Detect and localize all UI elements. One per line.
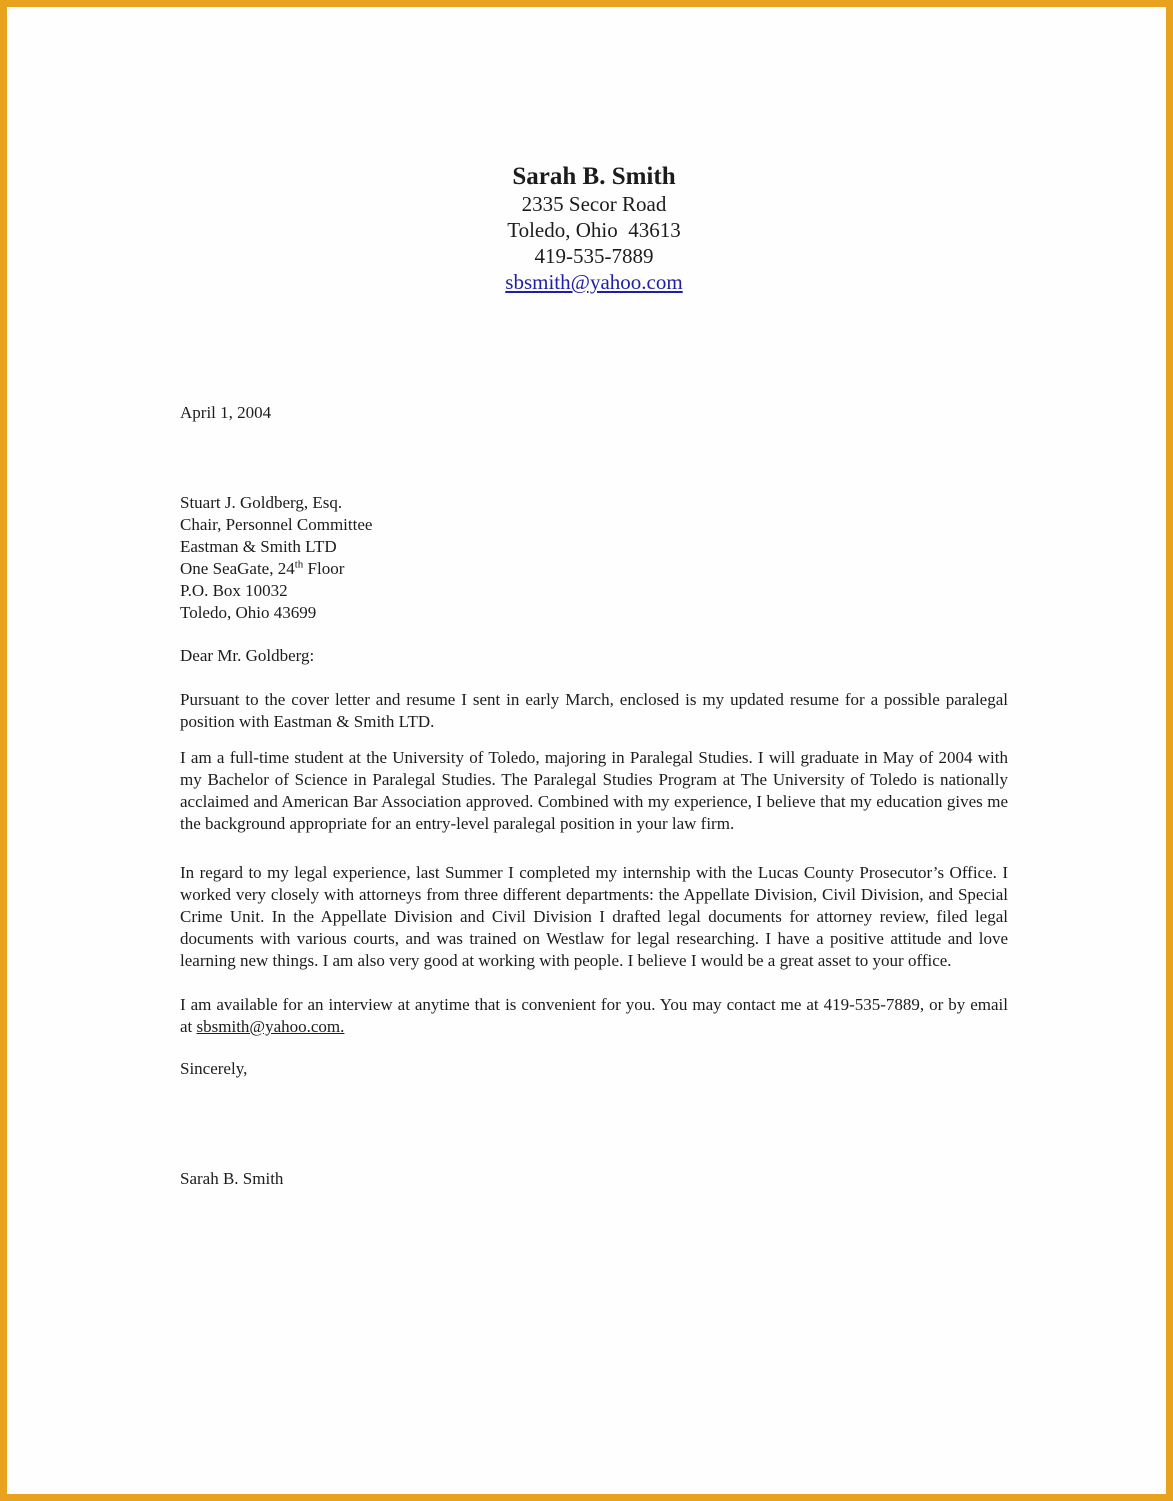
sender-email-link[interactable]: sbsmith@yahoo.com <box>505 270 683 294</box>
ordinal-superscript: th <box>294 558 304 571</box>
recipient-company: Eastman & Smith LTD <box>180 537 337 556</box>
recipient-city: Toledo, Ohio 43699 <box>180 603 317 622</box>
recipient-block <box>180 492 1008 624</box>
paragraph-2: I am a full-time student at the University of Toledo, majoring in Paralegal Studies. I will graduate in May of 2004 with my Bachelor of Science in Paralegal Studies. The Paralegal Studies Program at The University of Toledo is nationally acclaimed and American Bar Association approved. Combined with my experience, I believe that my education gives me the background appropriate for an entry-level paralegal position in your law firm. <box>180 748 1008 833</box>
sender-header <box>180 163 1008 295</box>
letter-content <box>180 7 1008 1190</box>
paragraph-3: In regard to my legal experience, last Summer I completed my internship with the Lucas County Prosecutor’s Office. I worked very closely with attorneys from three different departments: the Appellate Division, Civil Division, and Special Crime Unit. In the Appellate Division and Civil Division I drafted legal documents for attorney review, filed legal documents with various courts, and was trained on Westlaw for legal researching. I have a positive attitude and love learning new things. I am also very good at working with people. I believe I would be a great asset to your office. <box>180 863 1008 970</box>
paragraph-4 <box>180 994 1008 1038</box>
sender-email-row <box>180 269 1008 295</box>
recipient-address-floor: One SeaGate, 24th Floor <box>180 558 345 578</box>
date-line: April 1, 2004 <box>180 403 272 422</box>
sender-address-city: Toledo, Ohio 43613 <box>507 218 681 242</box>
salutation: Dear Mr. Goldberg: <box>180 646 315 665</box>
sender-phone: 419-535-7889 <box>534 244 654 268</box>
signature-name: Sarah B. Smith <box>180 1169 284 1188</box>
recipient-po-box: P.O. Box 10032 <box>180 581 288 600</box>
sender-address-street: 2335 Secor Road <box>521 192 667 216</box>
sender-name: Sarah B. Smith <box>512 163 676 190</box>
paragraph-1: Pursuant to the cover letter and resume I sent in early March, enclosed is my updated resume for a possible paralegal position with Eastman & Smith LTD. <box>180 690 1008 731</box>
paragraph-4-text: I am available for an interview at anytime that is convenient for you. You may contact me at 419-535-7889, or by email at <box>180 995 1008 1036</box>
recipient-title: Chair, Personnel Committee <box>180 515 373 534</box>
inline-email-link[interactable]: sbsmith@yahoo.com. <box>196 1017 345 1036</box>
closing: Sincerely, <box>180 1059 248 1078</box>
recipient-name: Stuart J. Goldberg, Esq. <box>180 493 343 512</box>
